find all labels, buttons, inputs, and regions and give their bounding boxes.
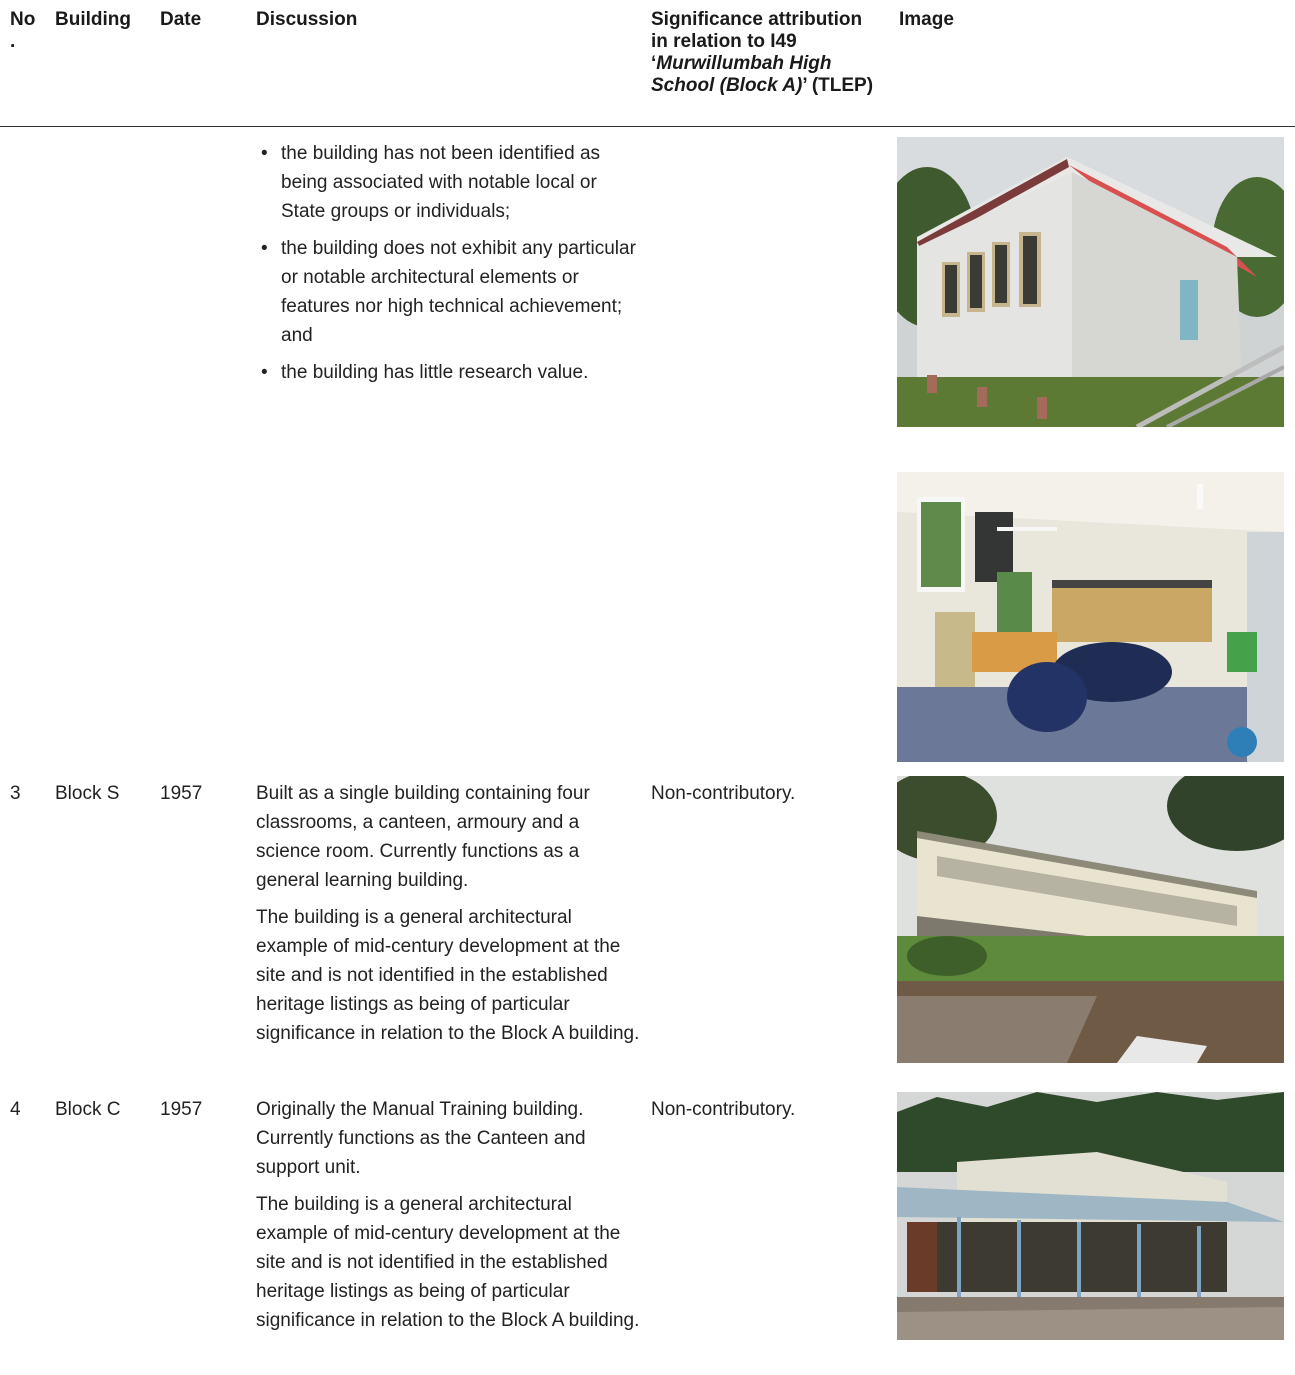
row-4-building: Block C [55,1099,121,1120]
header-building: Building [55,9,131,30]
bullet-list [256,139,646,387]
header-significance: Significance attribution in relation to I49 ‘Murwillumbah High School (Block A)’ (TLEP) [651,9,874,96]
row-4-no: 4 [10,1099,21,1120]
row-4-paragraph-2: The building is a general architectural example of mid-century development at the site and is not identified in the established heritage listings as being of particular significance in relation to the Block A building. [256,1194,640,1331]
row-4-discussion [256,1095,646,1343]
row-3-significance: Non-contributory. [651,783,796,804]
row-3-building: Block S [55,783,120,804]
header-discussion: Discussion [256,9,358,30]
photo-block-s [897,776,1284,1063]
row-3-date: 1957 [160,783,203,804]
header-divider [0,126,1295,127]
photo-block-exterior [897,137,1284,427]
photo-block-interior [897,472,1284,762]
bullet-item: • the building does not exhibit any particular or notable architectural elements or features nor high technical achievement; and [256,234,646,350]
header-no: No . [10,9,36,52]
bullet-item: • the building has not been identified as being associated with notable local or State groups or individuals; [256,139,646,226]
continued-discussion [256,139,646,395]
photo-block-c [897,1092,1284,1340]
row-3-no: 3 [10,783,21,804]
bullet-item: • the building has little research value. [256,358,646,387]
row-3-paragraph-2: The building is a general architectural example of mid-century development at the site and is not identified in the established heritage listings as being of particular significance in relation to the Block A building. [256,907,640,1044]
row-4-significance: Non-contributory. [651,1099,796,1120]
row-3-paragraph-1: Built as a single building containing four classrooms, a canteen, armoury and a science room. Currently functions as a general learning building. [256,783,590,891]
row-3-discussion [256,779,646,1056]
row-4-date: 1957 [160,1099,203,1120]
header-date: Date [160,9,202,30]
row-4-paragraph-1: Originally the Manual Training building. Currently functions as the Canteen and support unit. [256,1099,586,1178]
header-image: Image [899,9,954,30]
